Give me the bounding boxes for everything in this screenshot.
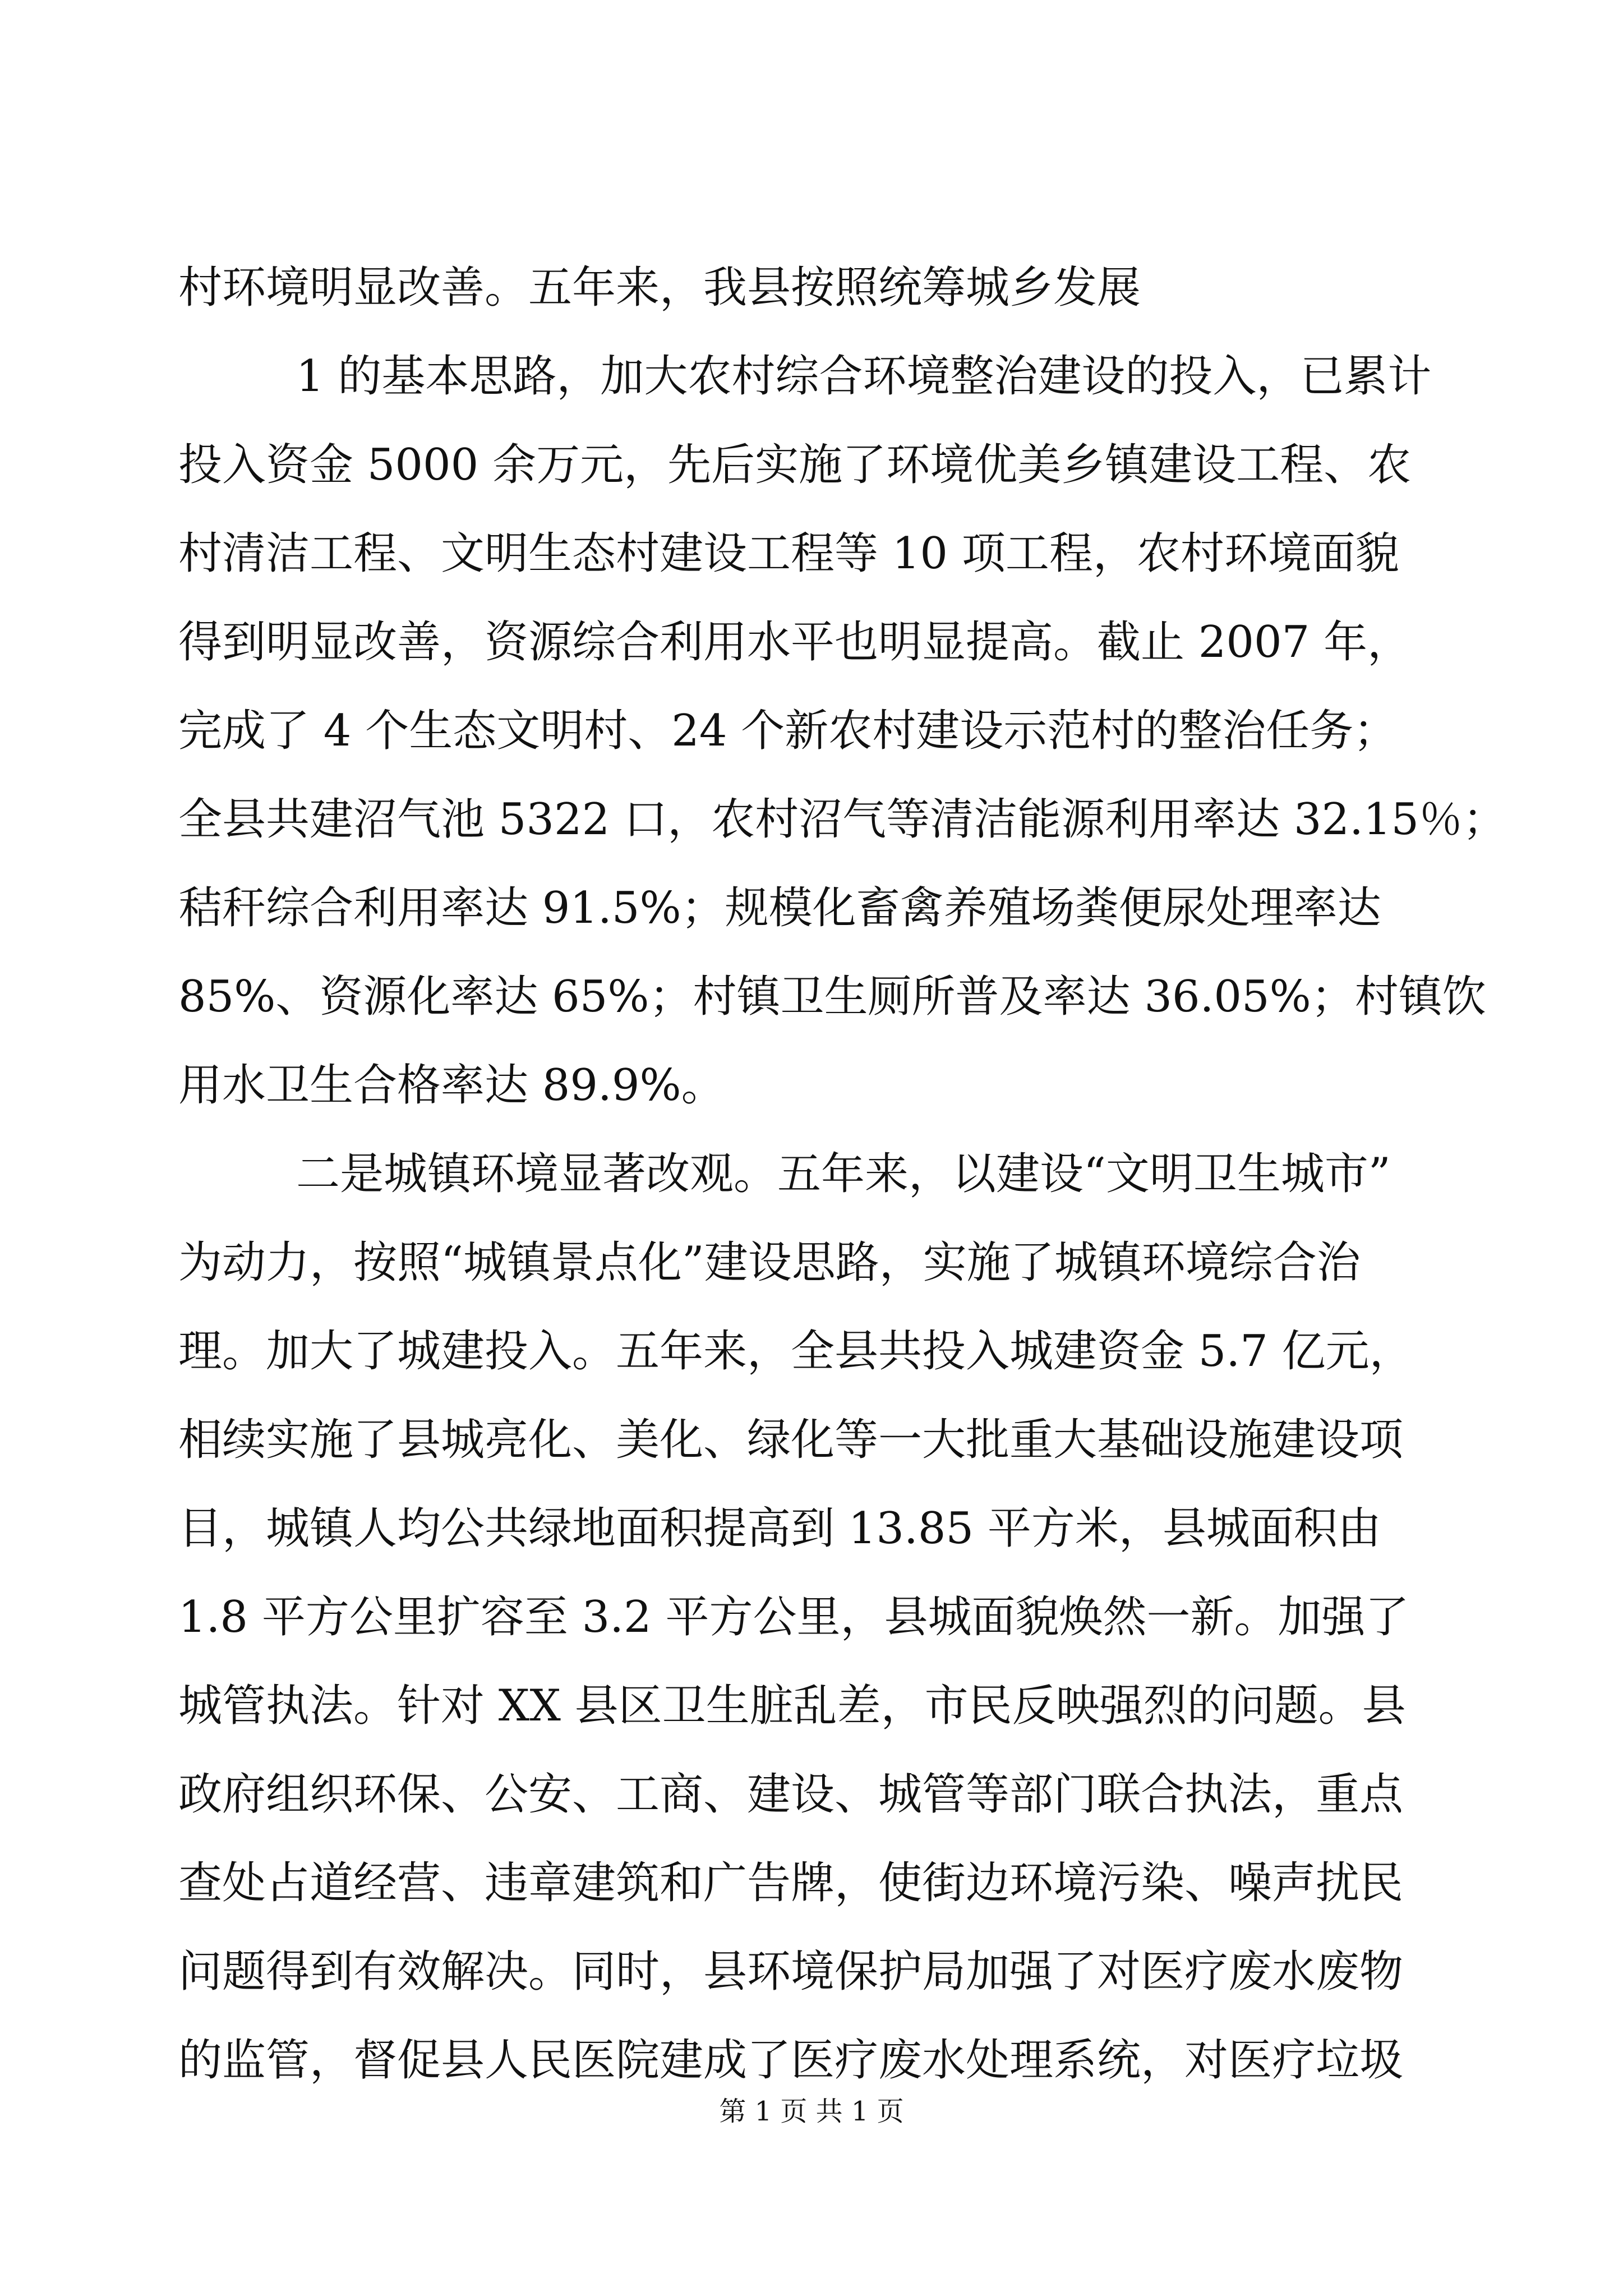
text-line: 全县共建沼气池 5322 口，农村沼气等清洁能源利用率达 32.15％； [178,794,1507,845]
text-line: 为动力，按照“城镇景点化”建设思路，实施了城镇环境综合治 [178,1237,1361,1288]
text-line: 二是城镇环境显著改观。五年来，以建设“文明卫生城市” [296,1149,1391,1199]
text-line: 城管执法。针对 XX 县区卫生脏乱差，市民反映强烈的问题。县 [178,1681,1406,1731]
text-line: 村环境明显改善。五年来，我县按照统筹城乡发展 [178,263,1141,313]
text-line: 政府组织环保、公安、工商、建设、城管等部门联合执法，重点 [178,1769,1404,1820]
text-line: 1 的基本思路，加大农村综合环境整治建设的投入，已累计 [296,351,1432,402]
text-line: 85%、资源化率达 65%；村镇卫生厕所普及率达 36.05%；村镇饮 [178,972,1486,1022]
text-line: 村清洁工程、文明生态村建设工程等 10 项工程，农村环境面貌 [178,528,1399,579]
text-line: 投入资金 5000 余万元，先后实施了环境优美乡镇建设工程、农 [178,440,1412,490]
text-line: 的监管，督促县人民医院建成了医疗废水处理系统，对医疗垃圾 [178,2035,1404,2086]
text-line: 得到明显改善，资源综合利用水平也明显提高。截止 2007 年， [178,617,1412,668]
text-line: 用水卫生合格率达 89.9%。 [178,1060,725,1111]
text-line: 1.8 平方公里扩容至 3.2 平方公里，县城面貌焕然一新。加强了 [178,1592,1409,1642]
text-line: 查处占道经营、违章建筑和广告牌，使街边环境污染、噪声扰民 [178,1858,1404,1908]
text-line: 相续实施了县城亮化、美化、绿化等一大批重大基础设施建设项 [178,1415,1404,1465]
text-line: 秸秆综合利用率达 91.5%；规模化畜禽养殖场粪便尿处理率达 [178,883,1381,933]
text-line: 目，城镇人均公共绿地面积提高到 13.85 平方米，县城面积由 [178,1503,1381,1554]
text-line: 完成了 4 个生态文明村、24 个新农村建设示范村的整治任务； [178,706,1398,756]
text-line: 理。加大了城建投入。五年来，全县共投入城建资金 5.7 亿元， [178,1326,1413,1377]
page-footer: 第 1 页 共 1 页 [719,2096,904,2127]
text-line: 问题得到有效解决。同时，县环境保护局加强了对医疗废水废物 [178,1947,1404,1997]
